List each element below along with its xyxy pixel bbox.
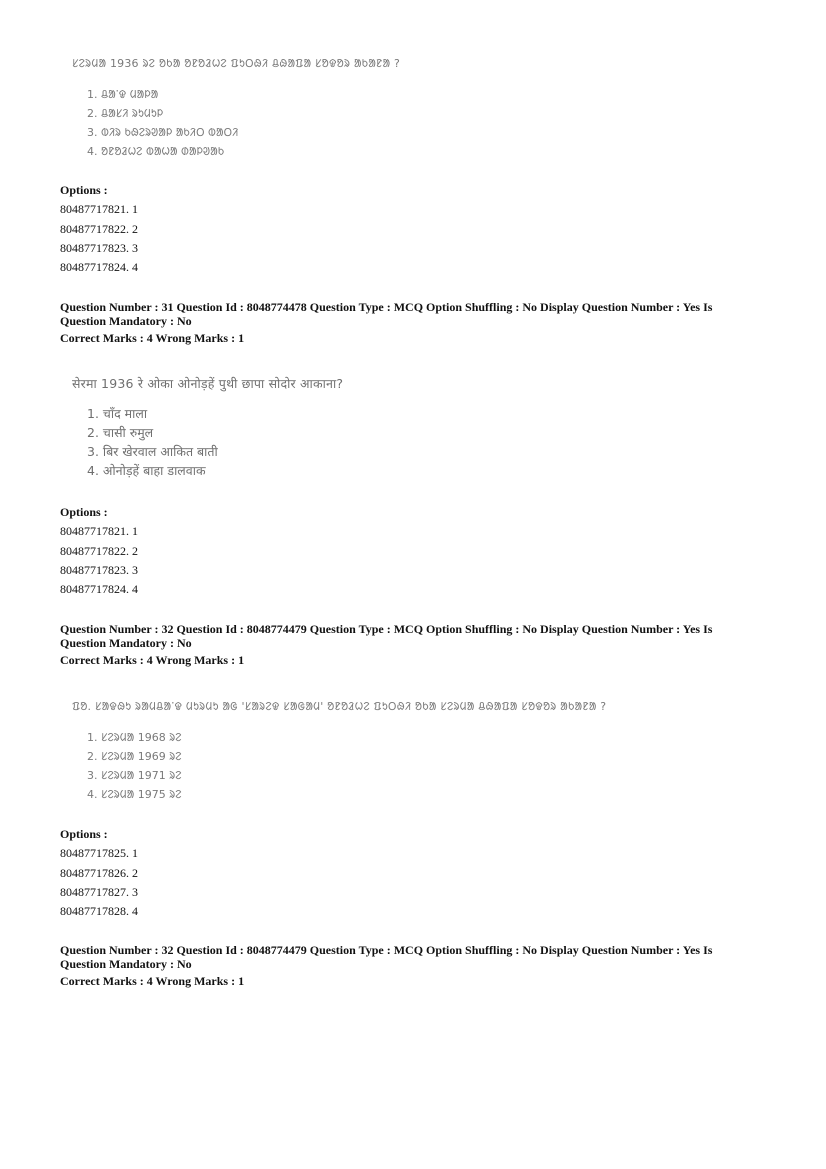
answer-choice: 4. ᱚᱱᱚᱲᱦᱮ ᱵᱟᱦᱟ ᱰᱟᱞᱣᱟᱠ — [87, 145, 225, 158]
question-meta — [60, 622, 760, 667]
option-id: 80487717825. 1 — [60, 846, 138, 861]
option-id: 80487717827. 3 — [60, 884, 138, 899]
option-id: 80487717823. 3 — [60, 240, 138, 255]
question-text: सेरमा 1936 रे ओका ओनोड़हें पुथी छापा सोदोर आकाना? — [72, 376, 344, 391]
marks-line: Correct Marks : 4 Wrong Marks : 1 — [60, 331, 245, 345]
question-text: ᱥᱮᱨᱢᱟ 1936 ᱨᱮ ᱚᱠᱟ ᱚᱱᱚᱲᱦᱮ ᱯᱩᱛᱷᱤ ᱪᱷᱟᱯᱟ ᱥᱚᱫᱚᱨ ᱟᱠᱟᱱᱟ ? — [72, 57, 401, 70]
options-list — [60, 503, 138, 599]
marks-line: Correct Marks : 4 Wrong Marks : 1 — [60, 653, 245, 667]
option-id: 80487717821. 1 — [60, 524, 138, 539]
answer-choice: 1. चाँद माला — [87, 406, 148, 421]
question-meta — [60, 943, 760, 988]
option-id: 80487717828. 4 — [60, 904, 138, 919]
option-id: 80487717822. 2 — [60, 543, 138, 558]
option-id: 80487717824. 4 — [60, 582, 138, 597]
option-id: 80487717821. 1 — [60, 202, 138, 217]
answer-choice: 4. ᱥᱮᱨᱢᱟ 1975 ᱨᱮ — [87, 788, 182, 801]
answer-choice: 3. ᱥᱮᱨᱢᱟ 1971 ᱨᱮ — [87, 769, 182, 782]
answer-choice: 3. बिर खेरवाल आकित बाती — [87, 444, 218, 459]
meta-line: Question Mandatory : No — [60, 636, 192, 650]
question-meta — [60, 300, 760, 345]
options-heading: Options : — [60, 827, 108, 841]
question-image — [72, 375, 343, 479]
options-heading: Options : — [60, 505, 108, 519]
answer-choice: 2. ᱪᱟᱥᱤ ᱨᱩᱢᱩᱞ — [87, 107, 164, 120]
option-id: 80487717826. 2 — [60, 865, 138, 880]
option-id: 80487717823. 3 — [60, 562, 138, 577]
meta-line: Question Mandatory : No — [60, 314, 192, 328]
answer-choice: 4. ओनोड़हें बाहा डालवाक — [87, 463, 206, 478]
options-heading: Options : — [60, 183, 108, 197]
answer-choice: 3. ᱵᱤᱨ ᱠᱷᱮᱨᱣᱟᱞ ᱟᱠᱤᱛ ᱵᱟᱛᱤ — [87, 126, 239, 139]
question-image — [72, 699, 606, 802]
marks-line: Correct Marks : 4 Wrong Marks : 1 — [60, 974, 245, 988]
options-list — [60, 825, 138, 921]
question-image — [72, 56, 400, 159]
option-id: 80487717822. 2 — [60, 221, 138, 236]
meta-line: Question Number : 32 Question Id : 8048774479 Question Type : MCQ Option Shuffling : No Display Question Number : Yes Is — [60, 622, 713, 636]
options-list — [60, 181, 138, 277]
meta-line: Question Number : 32 Question Id : 8048774479 Question Type : MCQ Option Shuffling : No Display Question Number : Yes Is — [60, 943, 713, 957]
question-text: ᱯᱚ. ᱥᱟᱫᱷᱩ ᱨᱟᱢᱪᱟᱸᱫ ᱢᱩᱨᱢᱩ ᱟᱜ 'ᱥᱟᱨᱮᱫ ᱥᱟᱜᱟᱢ' ᱚᱱᱚᱲᱦᱮ ᱯᱩᱛᱷᱤ ᱚᱠᱟ ᱥᱮᱨᱢᱟ ᱪᱷᱟᱯᱟ ᱥᱚᱫᱚᱨ ᱟᱠᱟᱱᱟ ? — [72, 700, 607, 713]
answer-choice: 1. ᱪᱟᱸᱫ ᱢᱟᱞᱟ — [87, 88, 159, 101]
answer-choice: 1. ᱥᱮᱨᱢᱟ 1968 ᱨᱮ — [87, 731, 182, 744]
meta-line: Question Mandatory : No — [60, 957, 192, 971]
answer-choice: 2. चासी रुमुल — [87, 425, 154, 440]
option-id: 80487717824. 4 — [60, 260, 138, 275]
answer-choice: 2. ᱥᱮᱨᱢᱟ 1969 ᱨᱮ — [87, 750, 182, 763]
meta-line: Question Number : 31 Question Id : 8048774478 Question Type : MCQ Option Shuffling : No Display Question Number : Yes Is — [60, 300, 713, 314]
